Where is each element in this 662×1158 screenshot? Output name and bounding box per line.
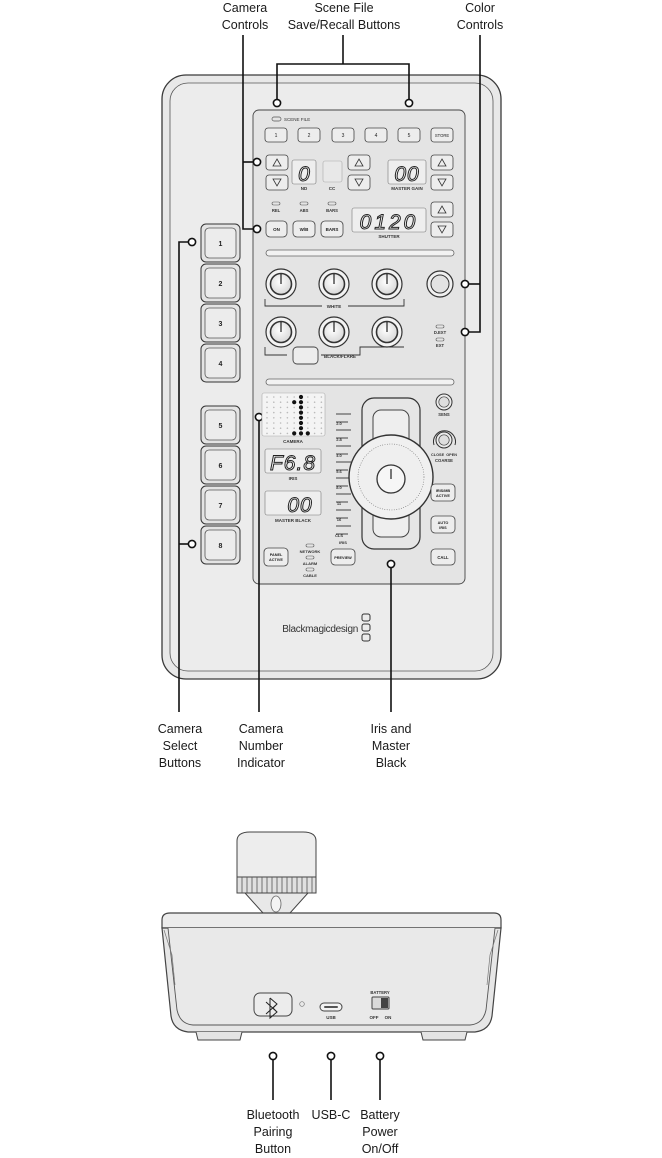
scene-button-2[interactable] — [298, 128, 320, 142]
white-label: WHITE — [326, 304, 342, 309]
store-button[interactable] — [431, 128, 453, 142]
battery-on-label: ON — [384, 1015, 392, 1020]
scale-label: 4.0 — [336, 453, 342, 458]
gain-up-button[interactable] — [431, 155, 453, 170]
joystick-knob — [237, 832, 316, 913]
button-label: AUTO — [437, 521, 449, 525]
matrix-dot — [280, 407, 282, 409]
callout-text: Scene File — [314, 1, 374, 15]
button-label: IRIS — [439, 526, 447, 530]
matrix-dot-lit — [299, 405, 303, 409]
scene-button-label: 2 — [307, 133, 311, 139]
matrix-dot — [293, 412, 295, 414]
matrix-dot — [266, 412, 268, 414]
callout-text: Select — [162, 739, 198, 753]
matrix-dot — [287, 396, 289, 398]
battery-off-label: OFF — [369, 1015, 379, 1020]
callout-text: Battery — [360, 1108, 400, 1122]
iris-value: F6.8 — [269, 452, 317, 475]
scale-label: 2.0 — [336, 421, 342, 426]
matrix-dot — [307, 427, 309, 429]
callout-battery — [350, 1107, 410, 1158]
camera-select-label: 5 — [218, 423, 223, 430]
matrix-dot-lit — [299, 411, 303, 415]
button-label: ACTIVE — [269, 558, 283, 562]
nd-value: 0 — [298, 163, 310, 186]
matrix-dot-lit — [299, 416, 303, 420]
camera-select-label: 3 — [218, 321, 223, 328]
dext-label: D.EXT — [433, 330, 447, 335]
button-label: IRIS/MB — [435, 489, 451, 493]
matrix-dot — [321, 407, 323, 409]
matrix-dot — [321, 422, 323, 424]
matrix-dot — [266, 433, 268, 435]
camera-select-button-5[interactable] — [201, 406, 240, 444]
store-button-label: STORE — [434, 133, 450, 138]
white-knob-blue[interactable] — [372, 269, 402, 299]
preview-button[interactable] — [331, 549, 355, 565]
iris-label: IRIS — [288, 476, 298, 481]
rear-view-diagram — [0, 800, 662, 1100]
on-button[interactable] — [266, 221, 287, 237]
black-knob-red[interactable] — [266, 317, 296, 347]
auto-iris-button[interactable] — [431, 516, 455, 533]
matrix-dot — [280, 412, 282, 414]
divider-groove — [266, 250, 454, 256]
matrix-dot — [307, 407, 309, 409]
scene-button-1[interactable] — [265, 128, 287, 142]
rel-label: REL — [271, 208, 281, 213]
matrix-dot — [321, 401, 323, 403]
cc-down-button[interactable] — [348, 175, 370, 190]
callout-text: Camera — [157, 722, 203, 736]
scale-label: 16 — [336, 517, 342, 522]
shutter-value: 0120 — [359, 211, 419, 234]
callout-text: On/Off — [361, 1142, 399, 1156]
callout-text: Color — [465, 1, 495, 15]
shutter-up-button[interactable] — [431, 202, 453, 217]
matrix-dot — [273, 407, 275, 409]
matrix-dot — [321, 433, 323, 435]
matrix-dot — [293, 396, 295, 398]
nd-up-button[interactable] — [266, 155, 288, 170]
bars-button[interactable] — [321, 221, 343, 237]
scene-button-3[interactable] — [332, 128, 354, 142]
bars-led-label: BARS — [326, 208, 338, 213]
matrix-dot — [287, 417, 289, 419]
camera-select-button-7[interactable] — [201, 486, 240, 524]
master-black-value: 00 — [287, 494, 313, 517]
camera-select-label: 6 — [218, 463, 223, 470]
matrix-dot — [307, 412, 309, 414]
matrix-dot-lit — [299, 426, 303, 430]
matrix-dot — [287, 412, 289, 414]
camera-select-label: 1 — [218, 241, 223, 248]
camera-select-button-8[interactable] — [201, 526, 240, 564]
master-gain-value: 00 — [394, 163, 420, 186]
callout-text: Indicator — [237, 756, 285, 770]
matrix-dot — [266, 427, 268, 429]
matrix-dot — [273, 417, 275, 419]
camera-label: CAMERA — [283, 439, 303, 444]
wb-button[interactable] — [293, 221, 315, 237]
matrix-dot — [287, 427, 289, 429]
callout-bluetooth — [236, 1107, 310, 1158]
iris-mb-active-button[interactable] — [431, 484, 455, 501]
call-button[interactable] — [431, 549, 455, 565]
rear-callout-dots — [269, 1052, 383, 1059]
camera-select-label: 7 — [218, 503, 223, 510]
callout-text: Number — [238, 739, 284, 753]
matrix-dot — [321, 412, 323, 414]
matrix-dot — [280, 401, 282, 403]
coarse-label: COARSE — [435, 458, 453, 463]
sens-label: SENS — [438, 412, 450, 417]
scene-button-label: 1 — [274, 133, 278, 139]
callout-usbc — [306, 1107, 356, 1124]
matrix-dot-lit — [292, 431, 296, 435]
callout-text: Camera — [238, 722, 284, 736]
button-label: PANEL — [269, 553, 283, 557]
matrix-dot — [280, 433, 282, 435]
scene-button-5[interactable] — [398, 128, 420, 142]
close-open-label: CLOSE OPEN — [431, 453, 457, 457]
matrix-dot-lit — [299, 431, 303, 435]
master-black-label: MASTER BLACK — [275, 518, 311, 523]
battery-switch[interactable] — [372, 997, 389, 1009]
scene-button-label: 3 — [341, 133, 345, 139]
camera-select-label: 2 — [218, 281, 223, 288]
matrix-dot — [314, 401, 316, 403]
scene-button-label: 5 — [407, 133, 411, 139]
usb-label: USB — [326, 1015, 336, 1020]
matrix-dot — [321, 417, 323, 419]
matrix-dot — [321, 427, 323, 429]
callout-text: Pairing — [253, 1125, 293, 1139]
camera-select-button-2[interactable] — [201, 264, 240, 302]
scale-label: 2.8 — [336, 437, 342, 442]
matrix-dot — [307, 417, 309, 419]
matrix-dot — [293, 422, 295, 424]
matrix-dot — [307, 422, 309, 424]
matrix-dot — [287, 407, 289, 409]
matrix-dot — [287, 433, 289, 435]
callout-text: Bluetooth — [246, 1108, 300, 1122]
matrix-dot — [280, 422, 282, 424]
black-knob-green[interactable] — [319, 317, 349, 347]
alarm-label: ALARM — [302, 561, 318, 566]
black-flare-label: BLACK/FLARE — [324, 354, 356, 359]
scale-label: IRIS — [339, 540, 347, 545]
scale-label: 8.0 — [336, 485, 342, 490]
matrix-dot — [314, 427, 316, 429]
matrix-dot — [273, 427, 275, 429]
nd-down-button[interactable] — [266, 175, 288, 190]
button-label: ACTIVE — [436, 494, 450, 498]
white-knob-red[interactable] — [266, 269, 296, 299]
camera-select-button-4[interactable] — [201, 344, 240, 382]
matrix-dot-lit — [299, 400, 303, 404]
cable-label: CABLE — [303, 573, 317, 578]
callout-text: Camera — [222, 1, 268, 15]
scene-button-4[interactable] — [365, 128, 387, 142]
scale-label: 11 — [336, 501, 342, 506]
matrix-dot — [293, 427, 295, 429]
camera-select-button-6[interactable] — [201, 446, 240, 484]
matrix-dot — [287, 422, 289, 424]
callout-text: USB-C — [311, 1108, 351, 1122]
matrix-dot — [266, 407, 268, 409]
master-gain-label: MASTER GAIN — [391, 186, 423, 191]
callout-text: Power — [362, 1125, 398, 1139]
cc-up-button[interactable] — [348, 155, 370, 170]
matrix-dot-lit — [299, 421, 303, 425]
matrix-dot-lit — [306, 431, 310, 435]
matrix-dot — [266, 401, 268, 403]
matrix-dot — [293, 417, 295, 419]
callout-text: Master — [371, 739, 411, 753]
shutter-down-button[interactable] — [431, 222, 453, 237]
rear-body — [162, 913, 501, 1040]
callout-text: Iris and — [370, 722, 412, 736]
usb-c-port — [320, 1003, 342, 1011]
scene-button-label: 4 — [374, 133, 378, 139]
cc-display — [323, 161, 342, 182]
scale-label: CLS — [335, 533, 343, 538]
brand-logo: Blackmagicdesign — [282, 624, 358, 635]
camera-select-button-3[interactable] — [201, 304, 240, 342]
matrix-dot — [280, 427, 282, 429]
callout-text: Button — [254, 1142, 292, 1156]
matrix-dot — [321, 396, 323, 398]
matrix-dot — [314, 433, 316, 435]
abs-label: ABS — [299, 208, 309, 213]
matrix-dot — [273, 422, 275, 424]
shutter-label: SHUTTER — [378, 234, 400, 239]
scene-file-label: SCENE FILE — [284, 117, 311, 122]
matrix-dot — [314, 396, 316, 398]
on-button-label: ON — [273, 227, 280, 232]
nd-label: ND — [300, 186, 308, 191]
iris-joystick[interactable] — [349, 398, 433, 549]
network-label: NETWORK — [299, 549, 321, 554]
camera-select-button-1[interactable] — [201, 224, 240, 262]
camera-select-label: 4 — [218, 361, 223, 368]
matrix-dot — [314, 412, 316, 414]
matrix-dot — [314, 417, 316, 419]
callout-text: Controls — [221, 18, 269, 32]
sens-knob[interactable] — [436, 394, 452, 410]
matrix-dot — [273, 433, 275, 435]
callout-text: Save/Recall Buttons — [287, 18, 401, 32]
matrix-dot — [266, 422, 268, 424]
battery-label: BATTERY — [370, 990, 390, 995]
gain-down-button[interactable] — [431, 175, 453, 190]
black-knob-blue[interactable] — [372, 317, 402, 347]
divider-groove-2 — [266, 379, 454, 385]
bars-button-label: BARS — [325, 227, 339, 232]
matrix-dot-lit — [292, 400, 296, 404]
callout-text: Black — [375, 756, 407, 770]
camera-select-label: 8 — [218, 543, 223, 550]
black-flare-button[interactable] — [293, 347, 318, 364]
matrix-dot — [287, 401, 289, 403]
button-label: PREVIEW — [334, 556, 352, 560]
matrix-dot — [314, 407, 316, 409]
matrix-dot-lit — [299, 395, 303, 399]
ext-label: EXT — [435, 343, 445, 348]
matrix-dot — [273, 401, 275, 403]
rear-callout-lines — [273, 1056, 380, 1100]
matrix-dot — [307, 396, 309, 398]
wb-button-label: W/B — [299, 227, 309, 232]
matrix-dot — [266, 417, 268, 419]
button-label: CALL — [437, 555, 449, 560]
matrix-dot — [314, 422, 316, 424]
master-color-knob[interactable] — [427, 271, 453, 297]
panel-active-button[interactable] — [264, 548, 288, 566]
matrix-dot — [280, 396, 282, 398]
matrix-dot — [307, 401, 309, 403]
scale-label: 5.6 — [336, 469, 342, 474]
callout-text: Buttons — [158, 756, 202, 770]
white-knob-green[interactable] — [319, 269, 349, 299]
matrix-dot — [293, 407, 295, 409]
matrix-dot — [273, 412, 275, 414]
matrix-dot — [266, 396, 268, 398]
matrix-dot — [280, 417, 282, 419]
camera-number-indicator — [262, 393, 325, 436]
callout-text: Controls — [456, 18, 504, 32]
bluetooth-pairing-button[interactable] — [254, 993, 292, 1018]
cc-label: CC — [328, 186, 336, 191]
matrix-dot — [273, 396, 275, 398]
